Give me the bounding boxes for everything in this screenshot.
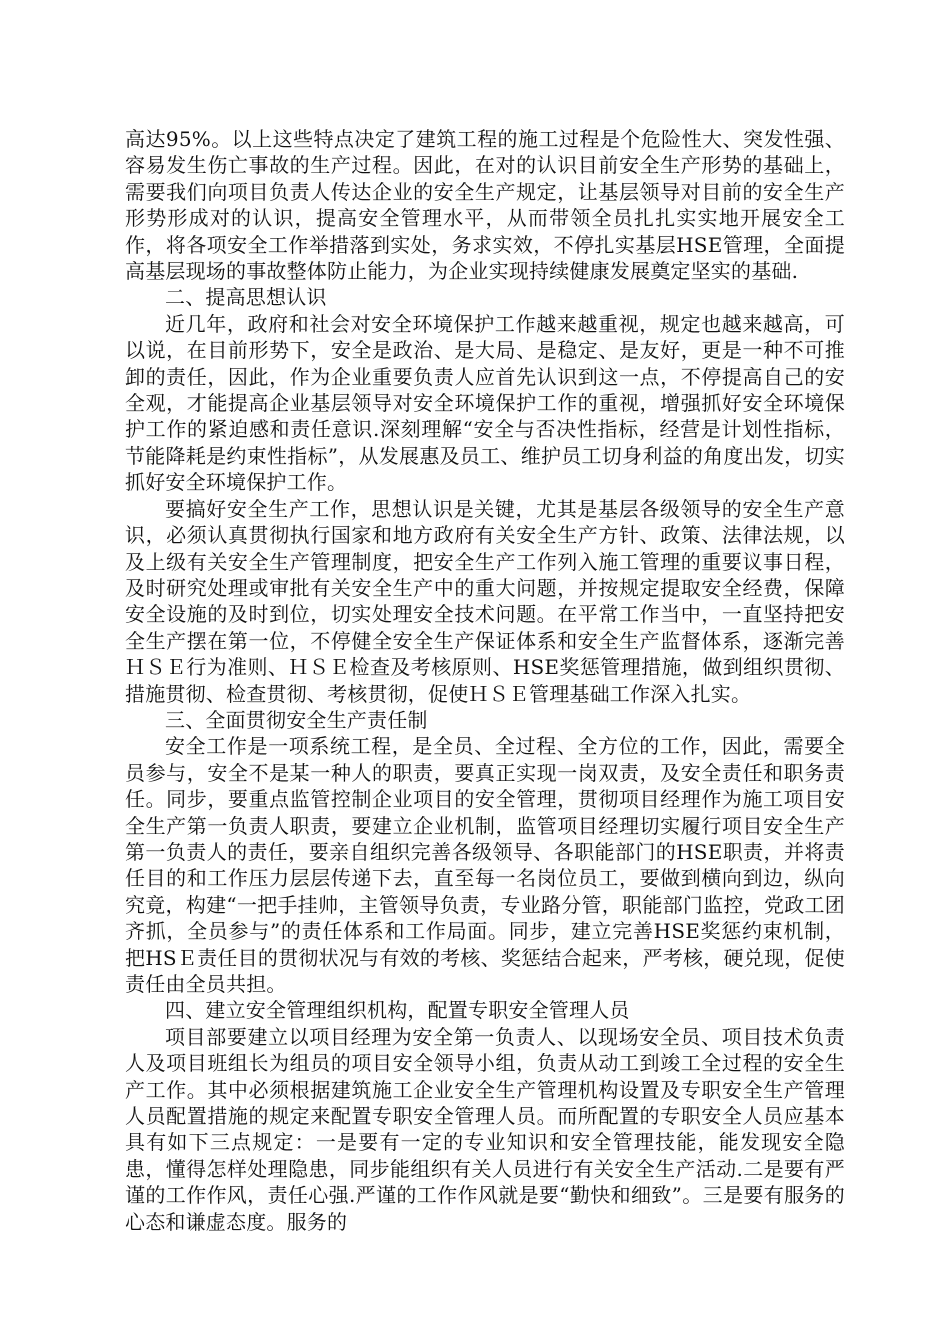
paragraph: 项目部要建立以项目经理为安全第一负责人、以现场安全员、项目技术负责人及项目班组长为组员的项目安全领导小组，负责从动工到竣工全过程的安全生产工作。其中必须根据建筑施工企业安全生产管理机构设置及专职安全生产管理人员配置措施的规定来配置专职安全管理人员。而所配置的专职安全人员应基本具有如下三点规定：一是要有一定的专业知识和安全管理技能，能发现安全隐患，懂得怎样处理隐患，同步能组织有关人员进行有关安全生产活动.二是要有严谨的工作作风，责任心强.严谨的工作作风就是要“勤快和细致”。三是要有服务的心态和谦虚态度。服务的 bbox=[125, 1024, 845, 1234]
section-heading-4: 四、建立安全管理组织机构，配置专职安全管理人员 bbox=[165, 998, 630, 1023]
paragraph: 近几年，政府和社会对安全环境保护工作越来越重视，规定也越来越高，可以说，在目前形势下，安全是政治、是大局、是稳定、是友好，更是一种不可推卸的责任，因此，作为企业重要负责人应首先认识到这一点，不停提高自己的安全观，才能提高企业基层领导对安全环境保护工作的重视，增强抓好安全环境保护工作的紧迫感和责任意识.深刻理解“安全与否决性指标，经营是计划性指标，节能降耗是约束性指标”，从发展惠及员工、维护员工切身利益的角度出发，切实抓好安全环境保护工作。 bbox=[125, 311, 845, 495]
section-heading-2: 二、提高思想认识 bbox=[165, 285, 327, 310]
paragraph: 要搞好安全生产工作，思想认识是关键，尤其是基层各级领导的安全生产意识，必须认真贯彻执行国家和地方政府有关安全生产方针、政策、法律法规，以及上级有关安全生产管理制度，把安全生产工作列入施工管理的重要议事日程，及时研究处理或审批有关安全生产中的重大问题，并按规定提取安全经费，保障安全设施的及时到位，切实处理安全技术问题。在平常工作当中，一直坚持把安全生产摆在第一位，不停健全安全生产保证体系和安全生产监督体系，逐渐完善ＨＳＥ行为准则、ＨＳＥ检查及考核原则、HSE奖惩管理措施，做到组织贯彻、措施贯彻、检查贯彻、考核贯彻，促使ＨＳＥ管理基础工作深入扎实。 bbox=[125, 496, 845, 706]
document-page bbox=[125, 126, 845, 1235]
section-heading-3: 三、全面贯彻安全生产责任制 bbox=[165, 707, 428, 732]
paragraph-continuation: 高达95%。以上这些特点决定了建筑工程的施工过程是个危险性大、突发性强、容易发生伤亡事故的生产过程。因此，在对的认识目前安全生产形势的基础上，需要我们向项目负责人传达企业的安全生产规定，让基层领导对目前的安全生产形势形成对的认识，提高安全管理水平，从而带领全员扎扎实实地开展安全工作，将各项安全工作举措落到实处，务求实效，不停扎实基层HSE管理，全面提高基层现场的事故整体防止能力，为企业实现持续健康发展奠定坚实的基础. bbox=[125, 127, 845, 284]
paragraph: 安全工作是一项系统工程，是全员、全过程、全方位的工作，因此，需要全员参与，安全不是某一种人的职责，要真正实现一岗双责，及安全责任和职务责任。同步，要重点监管控制企业项目的安全管理，贯彻项目经理作为施工项目安全生产第一负责人职责，要建立企业机制，监管项目经理切实履行项目安全生产第一负责人的责任，要亲自组织完善各级领导、各职能部门的HSE职责，并将责任目的和工作压力层层传递下去，直至每一名岗位员工，要做到横向到边，纵向究竟，构建“一把手挂帅，主管领导负责，专业路分管，职能部门监控，党政工团齐抓，全员参与”的责任体系和工作局面。同步，建立完善HSE奖惩约束机制，把HSＥ责任目的贯彻状况与有效的考核、奖惩结合起来，严考核，硬兑现，促使责任由全员共担。 bbox=[125, 734, 845, 996]
